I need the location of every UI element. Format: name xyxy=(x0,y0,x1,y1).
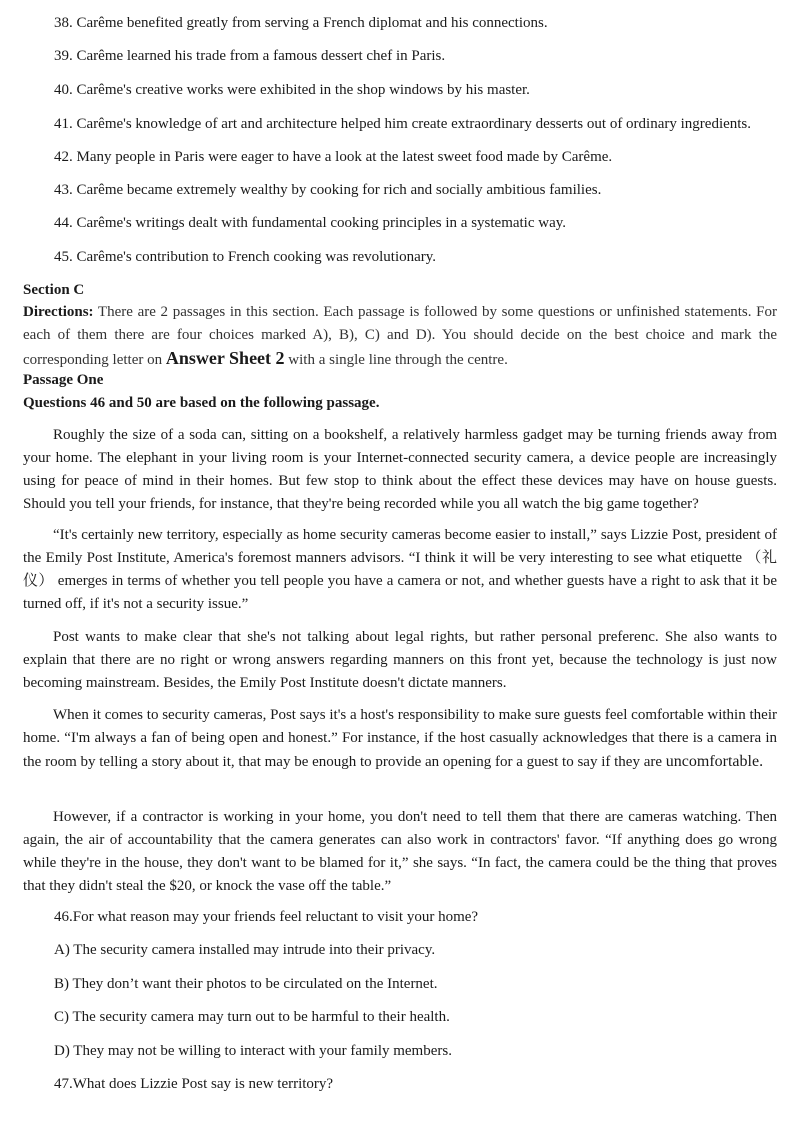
passage-paragraph-1: Roughly the size of a soda can, sitting on a bookshelf, a relatively harmless gadget may be turning friends away from your home. The elephant in your living room is your Internet-connected security camera, a device people are increasingly using for peace of mind in their homes. But few stop to think about the effect these devices may have on house guests. Should you tell your friends, for instance, that they're being recorded while you all watch the big game together? xyxy=(23,427,777,512)
directions-text-1: There are 2 passages in this section. Each passage is followed by some questions or unfinished statements. For each of them there are four choices marked A), B), C) and D). You should decide on the best choice and mark the corresponding letter on xyxy=(23,304,777,368)
paragraph-4-end: uncomfortable. xyxy=(665,753,764,770)
statement-43: 43. Carême became extremely wealthy by cooking for rich and socially ambitious families. xyxy=(54,182,602,198)
statement-40: 40. Carême's creative works were exhibited in the shop windows by his master. xyxy=(54,82,530,98)
passage-paragraph-4 xyxy=(23,704,777,774)
statement-41: 41. Carême's knowledge of art and architecture helped him create extraordinary desserts out of ordinary ingredients. xyxy=(54,116,752,132)
directions xyxy=(23,301,777,372)
passage-title: Passage One xyxy=(23,372,104,388)
answer-sheet-label: Answer Sheet 2 xyxy=(165,348,285,368)
passage-paragraph-5: However, if a contractor is working in your home, you don't need to tell them that there are cameras watching. Then again, the air of accountability that the camera generates can also work in contractors' favor. “If anything does go wrong while they're in the house, they don't want to be blamed for it,” she says. “In fact, the camera could be the thing that proves that they didn't steal the $20, or knock the vase off the table.” xyxy=(23,809,777,894)
passage-paragraph-3: Post wants to make clear that she's not talking about legal rights, but rather personal preferenc. She also wants to explain that there are no right or wrong answers regarding manners on this front yet, because the technology is just now becoming mainstream. Besides, the Emily Post Institute doesn't dictate manners. xyxy=(23,629,777,691)
statement-45: 45. Carême's contribution to French cooking was revolutionary. xyxy=(54,249,437,265)
questions-intro: Questions 46 and 50 are based on the following passage. xyxy=(23,395,380,411)
option-46-c: C) The security camera may turn out to be harmful to their health. xyxy=(54,1009,450,1025)
directions-label: Directions: xyxy=(23,304,94,320)
question-47: 47.What does Lizzie Post say is new territory? xyxy=(54,1076,334,1092)
option-46-d: D) They may not be willing to interact with your family members. xyxy=(54,1043,452,1059)
directions-text-2: with a single line through the centre. xyxy=(284,352,508,368)
statement-44: 44. Carême's writings dealt with fundamental cooking principles in a systematic way. xyxy=(54,215,567,231)
passage-paragraph-2: “It's certainly new territory, especially as home security cameras become easier to install,” says Lizzie Post, president of the Emily Post Institute, America's foremost manners advisors. “I think it will be very interesting to see what etiquette （礼仪） emerges in terms of whether you tell people you have a camera or not, and whether guests have a right to ask that it be turned off, if it's not a security issue.” xyxy=(23,527,777,612)
section-title: Section C xyxy=(23,282,85,298)
paragraph-4-main: When it comes to security cameras, Post says it's a host's responsibility to make sure guests feel comfortable within their home. “I'm always a fan of being open and honest.” For instance, if the host casually acknowledges that there is a camera in the room by telling a story about it, that may be enough to provide an opening for a guest to say if they are xyxy=(23,707,777,770)
question-46: 46.For what reason may your friends feel reluctant to visit your home? xyxy=(54,909,479,925)
statement-42: 42. Many people in Paris were eager to have a look at the latest sweet food made by Carême. xyxy=(54,149,613,165)
option-46-a: A) The security camera installed may intrude into their privacy. xyxy=(54,942,436,958)
statement-38: 38. Carême benefited greatly from serving a French diplomat and his connections. xyxy=(54,15,548,31)
option-46-b: B) They don’t want their photos to be circulated on the Internet. xyxy=(54,976,438,992)
statement-39: 39. Carême learned his trade from a famous dessert chef in Paris. xyxy=(54,48,446,64)
